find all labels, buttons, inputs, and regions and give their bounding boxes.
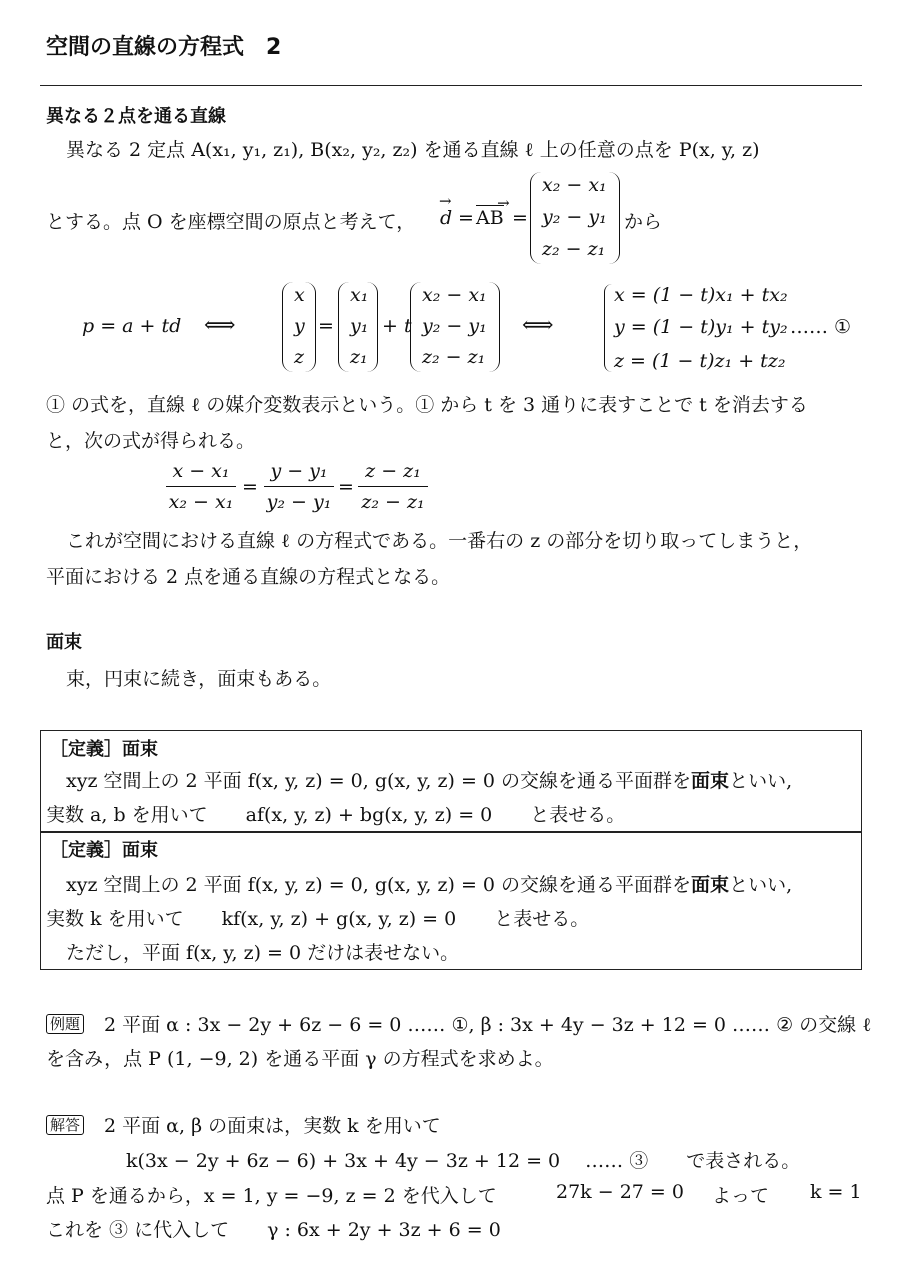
fraction-equals-2: = bbox=[338, 476, 354, 498]
definition-2-line3: ただし，平面 f(x, y, z) = 0 だけは表せない。 bbox=[66, 942, 460, 964]
answer-line3-therefore: よって bbox=[712, 1185, 770, 1207]
system-line-x: x = (1 − t)x₁ + tx₂ bbox=[614, 284, 788, 306]
fraction-equals-1: = bbox=[242, 476, 258, 498]
answer-line3-substitute: 点 P を通るから，x = 1, y = −9, z = 2 を代入して bbox=[46, 1185, 497, 1207]
paragraph-plane-case: 平面における 2 点を通る直線の方程式となる。 bbox=[46, 566, 451, 588]
paragraph-origin-post: から bbox=[624, 211, 663, 233]
equals-sign-3: = bbox=[318, 315, 334, 337]
paragraph-parametric: ① の式を，直線 ℓ の媒介変数表示という。① から t を 3 通りに表すことで t を消去する bbox=[46, 394, 808, 416]
answer-line1: 2 平面 α, β の面束は，実数 k を用いて bbox=[104, 1115, 441, 1137]
fraction-z: z − z₁ z₂ − z₁ bbox=[358, 460, 428, 513]
vector-ab-label: AB → bbox=[476, 207, 504, 229]
equals-sign-2: = bbox=[512, 207, 528, 229]
section-heading-two-points: 異なる２点を通る直線 bbox=[46, 106, 226, 127]
iff-symbol-1: ⟺ bbox=[204, 313, 236, 338]
example-tag: 例題 bbox=[46, 1012, 84, 1034]
system-line-z: z = (1 − t)z₁ + tz₂ bbox=[614, 350, 786, 372]
vector-equation: p = a + td bbox=[82, 315, 182, 337]
equation-tag-1: …… ① bbox=[790, 316, 852, 338]
xyz-column-vector: x y z bbox=[282, 282, 316, 372]
paragraph-line-equation: これが空間における直線 ℓ の方程式である。一番右の z の部分を切り取ってしまうと， bbox=[66, 530, 813, 552]
iff-symbol-2: ⟺ bbox=[522, 313, 554, 338]
answer-line3-k-value: k = 1 bbox=[810, 1181, 862, 1203]
title-divider bbox=[40, 85, 862, 86]
fraction-y: y − y₁ y₂ − y₁ bbox=[264, 460, 334, 513]
section-heading-plane-pencil: 面束 bbox=[46, 632, 82, 653]
definition-1-line1: xyz 空間上の 2 平面 f(x, y, z) = 0, g(x, y, z) = 0 の交線を通る平面群を面束といい, bbox=[66, 770, 793, 792]
paragraph-intro: 異なる 2 定点 A(x₁, y₁, z₁), B(x₂, y₂, z₂) を通る直線 ℓ 上の任意の点を P(x, y, z) bbox=[66, 139, 760, 161]
definition-2-label: ［定義］面束 bbox=[50, 840, 158, 861]
definition-1-label: ［定義］面束 bbox=[50, 739, 158, 760]
definition-2-line2: 実数 k を用いて kf(x, y, z) + g(x, y, z) = 0 と表せる。 bbox=[46, 908, 590, 930]
difference-column-vector: x₂ − x₁ y₂ − y₁ z₂ − z₁ bbox=[530, 172, 620, 264]
page-title: 空間の直線の方程式 2 bbox=[46, 35, 282, 60]
direction-column-vector: x₂ − x₁ y₂ − y₁ z₂ − z₁ bbox=[410, 282, 500, 372]
example-line1: 2 平面 α : 3x − 2y + 6z − 6 = 0 …… ①, β : 3x + 4y − 3z + 12 = 0 …… ② の交線 ℓ bbox=[104, 1014, 872, 1036]
example-line2: を含み，点 P (1, −9, 2) を通る平面 γ の方程式を求めよ。 bbox=[46, 1048, 554, 1070]
answer-line3-equation: 27k − 27 = 0 bbox=[556, 1181, 684, 1203]
paragraph-origin-pre: とする。点 O を座標空間の原点と考えて， bbox=[46, 211, 416, 233]
answer-line2: k(3x − 2y + 6z − 6) + 3x + 4y − 3z + 12 = 0 …… ③ で表される。 bbox=[126, 1150, 801, 1172]
paragraph-result: と，次の式が得られる。 bbox=[46, 430, 256, 452]
plus-t: + t bbox=[382, 315, 412, 337]
definition-2-line1: xyz 空間上の 2 平面 f(x, y, z) = 0, g(x, y, z) = 0 の交線を通る平面群を面束といい, bbox=[66, 874, 793, 896]
equals-sign: = bbox=[458, 207, 474, 229]
answer-line4: これを ③ に代入して γ : 6x + 2y + 3z + 6 = 0 bbox=[46, 1219, 501, 1241]
system-line-y: y = (1 − t)y₁ + ty₂ bbox=[614, 316, 788, 338]
point1-column-vector: x₁ y₁ z₁ bbox=[338, 282, 378, 372]
definition-1-line2: 実数 a, b を用いて af(x, y, z) + bg(x, y, z) = 0 と表せる。 bbox=[46, 804, 626, 826]
fraction-x: x − x₁ x₂ − x₁ bbox=[166, 460, 236, 513]
paragraph-pencil-intro: 束，円束に続き，面束もある。 bbox=[66, 668, 332, 690]
system-brace bbox=[604, 284, 613, 372]
vector-d-label: → d bbox=[440, 207, 452, 229]
answer-tag: 解答 bbox=[46, 1113, 84, 1135]
